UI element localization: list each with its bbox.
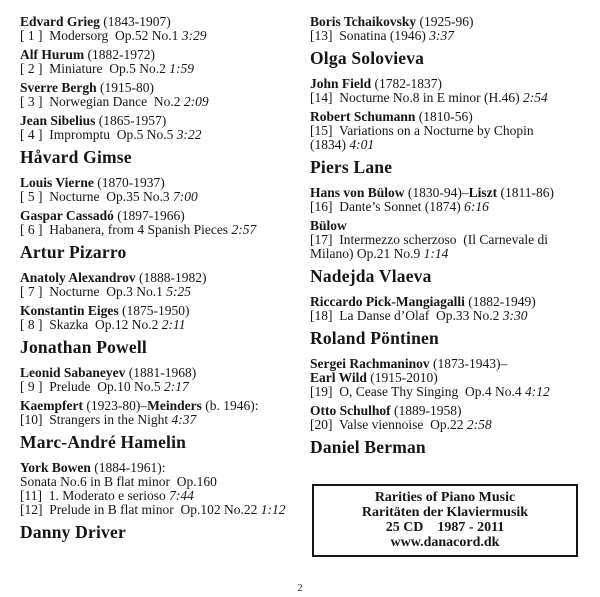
track-line-continuation: [310, 138, 586, 152]
text-part: Sergei Rachmaninov: [310, 356, 430, 371]
track-duration: 4:01: [349, 137, 375, 152]
text-part: Olga Solovieva: [310, 48, 425, 68]
track-duration: 2:11: [161, 317, 186, 332]
text-part: (1865-1957): [95, 113, 167, 128]
text-part: (1870-1937): [93, 175, 165, 190]
text-part: (1915-80): [96, 80, 154, 95]
tracklist-column-left: [20, 10, 292, 557]
text-part: Leonid Sabaneyev: [20, 365, 126, 380]
text-part: [ 5 ] Nocturne Op.35 No.3: [20, 189, 173, 204]
track-line: [310, 91, 586, 105]
text-part: [10] Strangers in the Night: [20, 412, 172, 427]
track-line: [310, 200, 586, 214]
text-part: (1897-1966): [113, 208, 185, 223]
performer-name: [310, 328, 586, 348]
text-part: [14] Nocturne No.8 in E minor (H.46): [310, 90, 523, 105]
text-part: (1882-1972): [84, 47, 155, 62]
track-line-continuation: [310, 247, 586, 261]
track-duration: 3:22: [176, 127, 202, 142]
composer-line-continuation: [310, 371, 586, 385]
text-part: (1882-1949): [464, 294, 536, 309]
text-part: Marc-André Hamelin: [20, 432, 187, 452]
text-part: [ 4 ] Impromptu Op.5 No.5: [20, 127, 177, 142]
composer-line: [20, 304, 292, 318]
text-part: (1810-56): [415, 109, 473, 124]
composer-line: [20, 114, 292, 128]
tracklist-lines-right: [310, 15, 586, 457]
text-part: (1889-1958): [390, 403, 462, 418]
text-part: John Field: [310, 76, 372, 91]
text-part: Sonata No.6 in B flat minor Op.160: [20, 474, 217, 489]
track-line: [310, 385, 586, 399]
composer-line: [310, 110, 586, 124]
text-part: Roland Pöntinen: [310, 328, 439, 348]
text-part: Riccardo Pick-Mangiagalli: [310, 294, 465, 309]
text-part: [ 7 ] Nocturne Op.3 No.1: [20, 284, 167, 299]
text-part: Nadejda Vlaeva: [310, 266, 432, 286]
text-part: Liszt: [468, 185, 498, 200]
text-part: Konstantin Eiges: [20, 303, 119, 318]
composer-line: [310, 404, 586, 418]
track-line: [20, 128, 292, 142]
text-part: (1881-1968): [125, 365, 197, 380]
text-part: Earl Wild: [310, 370, 367, 385]
text-part: Otto Schulhof: [310, 403, 391, 418]
text-part: Jean Sibelius: [20, 113, 96, 128]
text-part: [11] 1. Moderato e serioso: [20, 488, 170, 503]
track-duration: 7:00: [172, 189, 198, 204]
track-line: [310, 124, 586, 138]
track-line: [310, 418, 586, 432]
text-part: [ 8 ] Skazka Op.12 No.2: [20, 317, 162, 332]
text-part: Håvard Gimse: [20, 147, 132, 167]
track-duration: 2:09: [183, 94, 209, 109]
text-part: (1843-1907): [99, 14, 171, 29]
performer-name: [20, 337, 292, 357]
text-part: [ 9 ] Prelude Op.10 No.5: [20, 379, 164, 394]
track-line: [20, 190, 292, 204]
text-part: Hans von Bülow: [310, 185, 405, 200]
track-duration: 4:37: [171, 412, 197, 427]
album-cd-count-and-years: 25 CD 1987 - 2011: [385, 520, 505, 535]
composer-line: [20, 366, 292, 380]
text-part: (1925-96): [416, 14, 474, 29]
album-title-german: Raritäten der Klaviermusik: [361, 505, 529, 520]
text-part: [16] Dante’s Sonnet (1874): [310, 199, 465, 214]
performer-name: [20, 242, 292, 262]
track-duration: 4:12: [525, 384, 550, 399]
composer-line: [310, 77, 586, 91]
text-part: Alf Hurum: [20, 47, 85, 62]
text-part: [17] Intermezzo scherzoso (Il Carnevale di: [310, 232, 549, 247]
tracklist-lines-left: [20, 15, 292, 542]
performer-name: [20, 147, 292, 167]
text-part: Boris Tchaikovsky: [310, 14, 417, 29]
text-part: Daniel Berman: [310, 437, 426, 457]
text-part: Anatoly Alexandrov: [20, 270, 136, 285]
track-duration: 2:58: [466, 417, 492, 432]
track-line: [20, 29, 292, 43]
album-website: www.danacord.dk: [390, 535, 500, 550]
track-duration: 3:30: [502, 308, 528, 323]
track-duration: 2:57: [231, 222, 257, 237]
performer-name: [310, 266, 586, 286]
composer-line: [20, 209, 292, 223]
text-part: (1830-94)–: [404, 185, 469, 200]
text-part: Artur Pizarro: [20, 242, 127, 262]
track-line: [310, 233, 586, 247]
work-title-line: [20, 475, 292, 489]
composer-line: [20, 461, 292, 475]
track-line: [20, 285, 292, 299]
text-part: (b. 1946):: [201, 398, 259, 413]
performer-name: [310, 48, 586, 68]
text-part: (1875-1950): [118, 303, 190, 318]
composer-line: [310, 295, 586, 309]
composer-line: [20, 81, 292, 95]
track-duration: 7:44: [169, 488, 194, 503]
page-number: 2: [297, 583, 303, 594]
text-part: Louis Vierne: [20, 175, 94, 190]
text-part: Jonathan Powell: [20, 337, 147, 357]
text-part: Bülow: [310, 218, 347, 233]
performer-name: [20, 432, 292, 452]
track-line: [20, 95, 292, 109]
track-duration: 5:25: [166, 284, 191, 299]
track-duration: 2:17: [163, 379, 189, 394]
performer-name: [310, 437, 586, 457]
track-duration: 3:29: [181, 28, 207, 43]
composer-line: [310, 15, 586, 29]
text-part: [20] Valse viennoise Op.22: [310, 417, 467, 432]
text-part: Kaempfert: [20, 398, 83, 413]
track-duration: 3:37: [429, 28, 454, 43]
text-part: (1834): [310, 137, 350, 152]
text-part: Meinders: [147, 398, 202, 413]
text-part: [ 1 ] Modersorg Op.52 No.1: [20, 28, 182, 43]
track-line: [20, 223, 292, 237]
text-part: [12] Prelude in B flat minor Op.102 No.22: [20, 502, 261, 517]
track-duration: 1:59: [169, 61, 194, 76]
album-info-box: [312, 484, 578, 557]
text-part: Sverre Bergh: [20, 80, 97, 95]
composer-line: [20, 399, 292, 413]
composer-line: [20, 271, 292, 285]
text-part: (1884-1961):: [90, 460, 166, 475]
text-part: Piers Lane: [310, 157, 393, 177]
composer-line: [20, 48, 292, 62]
text-part: [13] Sonatina (1946): [310, 28, 430, 43]
tracklist: [20, 10, 586, 557]
album-title-english: Rarities of Piano Music: [374, 490, 516, 505]
track-line: [20, 413, 292, 427]
track-duration: 1:12: [260, 502, 286, 517]
text-part: (1923-80)–: [82, 398, 148, 413]
track-line: [20, 489, 292, 503]
track-duration: 6:16: [464, 199, 489, 214]
text-part: [19] O, Cease Thy Singing Op.4 No.4: [310, 384, 525, 399]
text-part: [ 2 ] Miniature Op.5 No.2: [20, 61, 170, 76]
composer-line: [20, 176, 292, 190]
text-part: [18] La Danse d’Olaf Op.33 No.2: [310, 308, 503, 323]
text-part: [15] Variations on a Nocturne by Chopin: [310, 123, 534, 138]
track-line: [310, 309, 586, 323]
composer-line: [310, 357, 586, 371]
text-part: Milano) Op.21 No.9: [310, 246, 424, 261]
track-line: [20, 380, 292, 394]
text-part: Edvard Grieg: [20, 14, 100, 29]
text-part: [ 6 ] Habanera, from 4 Spanish Pieces: [20, 222, 232, 237]
text-part: (1782-1837): [371, 76, 443, 91]
composer-line: [20, 15, 292, 29]
track-line: [310, 29, 586, 43]
text-part: Robert Schumann: [310, 109, 416, 124]
composer-line: [310, 186, 586, 200]
track-duration: 1:14: [423, 246, 449, 261]
performer-name: [310, 157, 586, 177]
text-part: (1873-1943)–: [429, 356, 508, 371]
track-line: [20, 318, 292, 332]
text-part: Danny Driver: [20, 522, 126, 542]
composer-line: [310, 219, 586, 233]
tracklist-column-right: [310, 10, 586, 557]
text-part: (1888-1982): [135, 270, 207, 285]
track-duration: 2:54: [522, 90, 548, 105]
track-line: [20, 62, 292, 76]
text-part: (1915-2010): [366, 370, 438, 385]
text-part: [ 3 ] Norwegian Dance No.2: [20, 94, 184, 109]
text-part: (1811-86): [497, 185, 555, 200]
track-line: [20, 503, 292, 517]
performer-name: [20, 522, 292, 542]
text-part: Gaspar Cassadó: [20, 208, 114, 223]
text-part: York Bowen: [20, 460, 91, 475]
